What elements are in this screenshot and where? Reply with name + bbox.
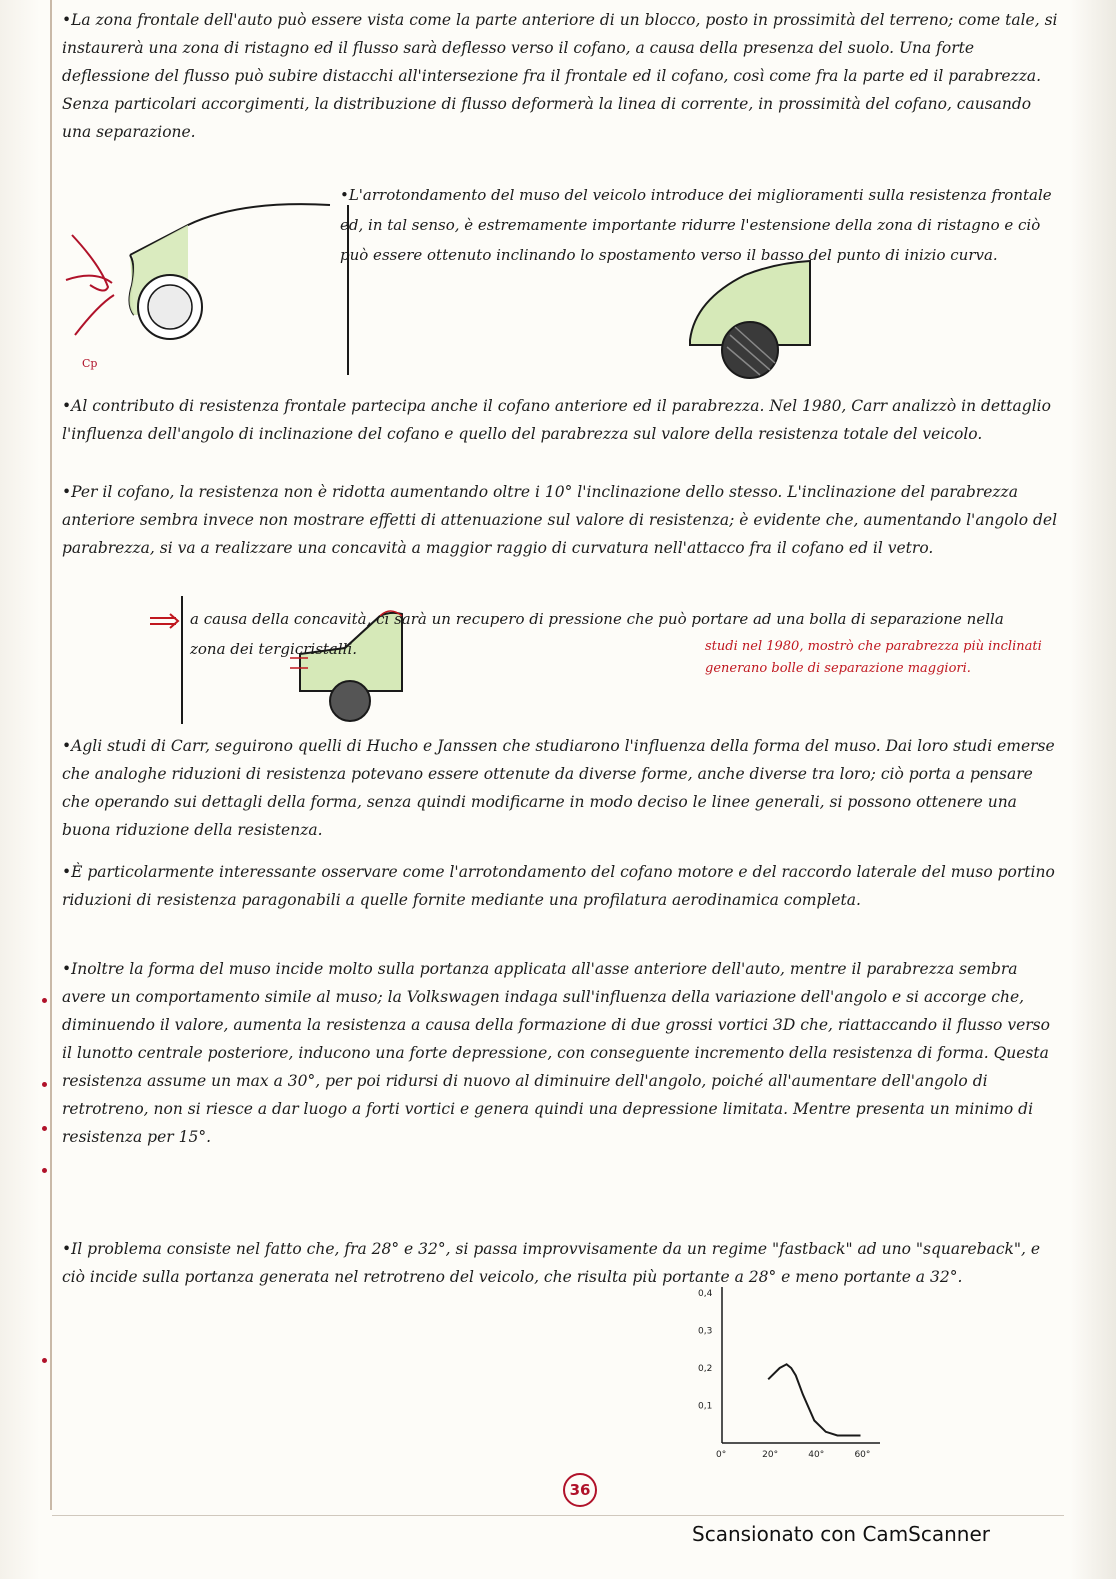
paragraph-text: a causa della concavità, ci sarà un recupero di pressione che può portare ad una bolla di separazione nella zona dei tergicristalli. — [190, 610, 1004, 658]
paragraph-fastback-squareback — [62, 1235, 1062, 1291]
margin-dot — [42, 1126, 47, 1131]
x-tick-label: 0° — [716, 1450, 727, 1460]
margin-dot — [42, 1082, 47, 1087]
y-tick-label: 0,2 — [698, 1364, 713, 1374]
margin-dot — [42, 998, 47, 1003]
paragraph-text: •Inoltre la forma del muso incide molto sulla portanza applicata all'asse anteriore dell'auto, mentre il parabrezza sembra avere un comportamento simile al muso; la Volkswagen indaga sull'influenza della variazione dell'angolo e si accorge che, diminuendo il valore, aumenta la resistenza a causa della formazione di due grossi vortici 3D che, riattaccando il flusso verso il lunotto centrale posteriore, inducono una forte depressione, con conseguente incremento della resistenza di forma. Questa resistenza assume un max a 30°, per poi ridursi di nuovo al diminuire dell'angolo, poiché all'aumentare dell'angolo di retrotreno, non si riesce a dar luogo a forti vortici e genera quindi una depressione limitata. Mentre presenta un minimo di resistenza per 15°. — [62, 960, 1050, 1146]
resistance-angle-chart — [690, 1283, 890, 1473]
page-number: 36 — [563, 1473, 597, 1507]
paragraph-volkswagen — [62, 955, 1062, 1151]
paragraph-carr-study — [62, 392, 1062, 448]
x-tick-label: 20° — [762, 1450, 779, 1460]
car-front-sketch-2 — [685, 255, 815, 385]
paragraph-text: •L'arrotondamento del muso del veicolo introduce dei miglioramenti sulla resistenza frontale ed, in tal senso, è estremamente importante ridurre l'estensione della zona di ristagno e ciò può essere ottenuto inclinando lo spostamento verso il basso del punto di inizio curva. — [340, 186, 1052, 264]
red-note-1980 — [705, 636, 1065, 680]
car-front-sketch-1 — [60, 195, 350, 375]
x-tick-label: 60° — [854, 1450, 871, 1460]
page-bottom-rule — [52, 1515, 1064, 1516]
paragraph-text: •Agli studi di Carr, seguirono quelli di Hucho e Janssen che studiarono l'influenza della forma del muso. Dai loro studi emerse che analoghe riduzioni di resistenza potevano essere ottenute da diverse forme, anche diverse tra loro; ciò porta a pensare che operando sui dettagli della forma, senza quindi modificarne in modo deciso le linee generali, si possono ottenere una buona riduzione della resistenza. — [62, 737, 1055, 839]
note-text: studi nel 1980, mostrò che parabrezza più inclinati generano bolle di separazione maggiori. — [705, 639, 1042, 676]
paragraph-hood-inclination — [62, 478, 1062, 562]
paragraph-front-zone — [62, 6, 1062, 146]
margin-dot — [42, 1358, 47, 1363]
paragraph-text: •È particolarmente interessante osservare come l'arrotondamento del cofano motore e del raccordo laterale del muso portino riduzioni di resistenza paragonabili a quelle fornite mediante una profilatura aerodinamica completa. — [62, 863, 1055, 909]
cp-label: Cp — [82, 357, 98, 370]
margin-dot — [42, 1168, 47, 1173]
y-tick-label: 0,3 — [698, 1326, 713, 1337]
paragraph-hucho-janssen — [62, 732, 1062, 844]
paragraph-text: •Per il cofano, la resistenza non è ridotta aumentando oltre i 10° l'inclinazione dello stesso. L'inclinazione del parabrezza anteriore sembra invece non mostrare effetti di attenuazione sul valore di resistenza; è evidente che, aumentando l'angolo del parabrezza, si va a realizzare una concavità a maggior raggio di curvatura nell'attacco fra il cofano ed il vetro. — [62, 483, 1058, 557]
paragraph-text: •La zona frontale dell'auto può essere vista come la parte anteriore di un blocco, posto in prossimità del terreno; come tale, si instaurerà una zona di ristagno ed il flusso sarà deflesso verso il cofano, a causa della presenza del suolo. Una forte deflessione del flusso può subire distacchi all'intersezione fra il frontale ed il cofano, così come fra la parte ed il parabrezza. Senza particolari accorgimenti, la distribuzione di flusso deformerà la linea di corrente, in prossimità del cofano, causando una separazione. — [62, 11, 1058, 141]
series-line — [768, 1364, 860, 1435]
paragraph-text: •Il problema consiste nel fatto che, fra 28° e 32°, si passa improvvisamente da un regime "fastback" ad uno "squareback", e ciò incide sulla portanza generata nel retrotreno del veicolo, che risulta più portante a 28° e meno portante a 32°. — [62, 1240, 1041, 1286]
paragraph-text: •Al contributo di resistenza frontale partecipa anche il cofano anteriore ed il parabrezza. Nel 1980, Carr analizzò in dettaglio l'influenza dell'angolo di inclinazione del cofano e quello del parabrezza sul valore della resistenza totale del veicolo. — [62, 397, 1051, 443]
y-tick-label: 0,4 — [698, 1289, 713, 1299]
scanner-footer: Scansionato con CamScanner — [692, 1522, 990, 1546]
margin-line — [50, 0, 52, 1510]
x-tick-label: 40° — [808, 1450, 825, 1460]
paragraph-rounded-hood — [62, 858, 1062, 914]
y-tick-label: 0,1 — [698, 1401, 713, 1412]
